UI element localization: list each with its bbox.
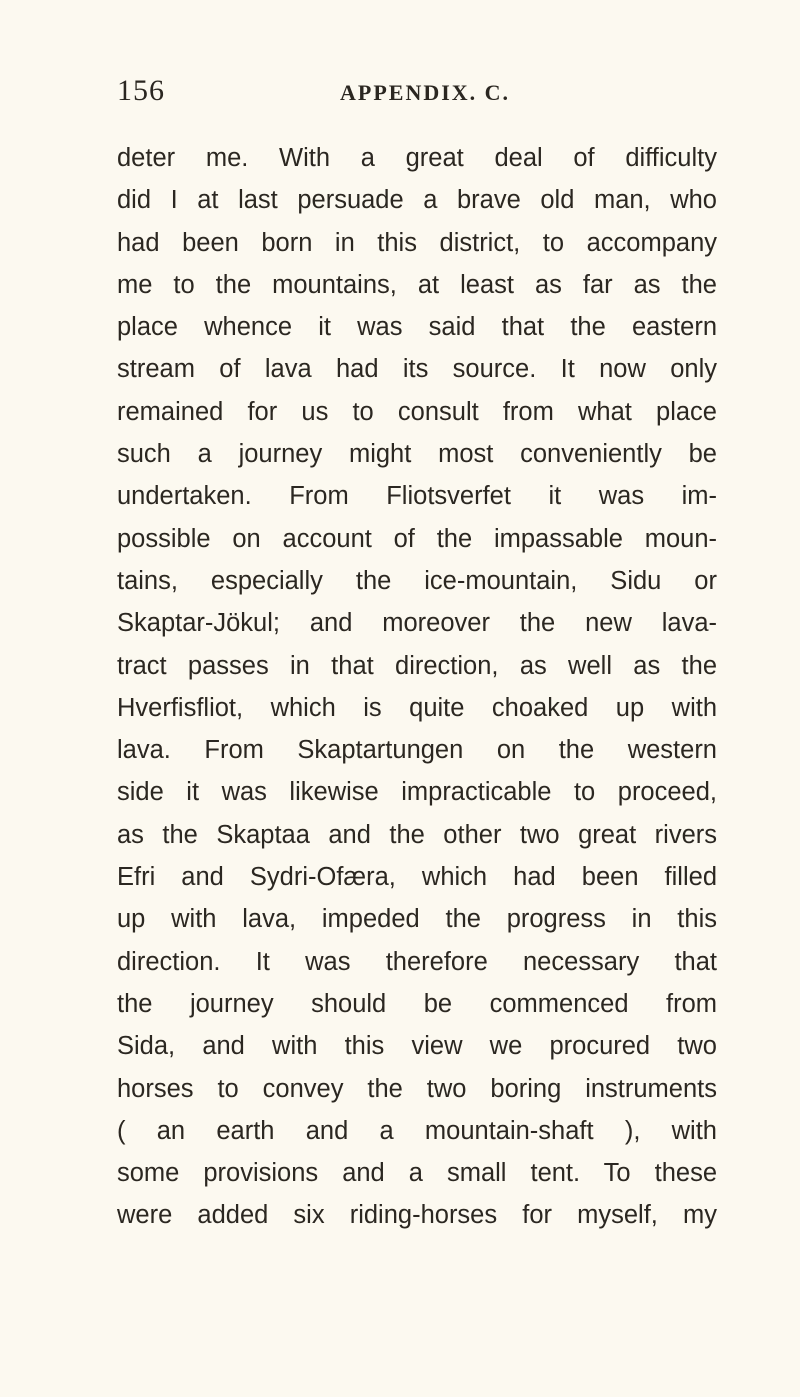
text-line: some provisions and a small tent. To these: [117, 1159, 717, 1188]
text-line: me to the mountains, at least as far as the: [117, 270, 717, 299]
text-line: Hverfisfliot, which is quite choaked up with: [117, 693, 717, 722]
text-line: were added six riding-horses for myself, my: [117, 1201, 717, 1230]
text-line: the journey should be commenced from: [117, 989, 717, 1018]
text-line: possible on account of the impassable moun-: [117, 524, 717, 553]
text-line: as the Skaptaa and the other two great rivers: [117, 820, 717, 849]
body-text: [117, 137, 717, 1237]
text-line: stream of lava had its source. It now only: [117, 355, 717, 384]
page-number: 156: [117, 74, 165, 107]
running-head: APPENDIX. C.: [340, 80, 511, 105]
text-line: such a journey might most conveniently be: [117, 440, 717, 469]
text-line: deter me. With a great deal of difficulty: [117, 144, 717, 172]
text-line: Skaptar-Jökul; and moreover the new lava-: [117, 609, 717, 638]
text-line: horses to convey the two boring instruments: [117, 1074, 717, 1103]
text-line: tract passes in that direction, as well as the: [117, 651, 717, 680]
text-line: did I at last persuade a brave old man, who: [117, 186, 717, 215]
text-line: lava. From Skaptartungen on the western: [117, 736, 717, 765]
text-line: direction. It was therefore necessary that: [117, 947, 717, 976]
page-header: [117, 74, 717, 114]
text-line: place whence it was said that the eastern: [117, 313, 717, 342]
text-line: tains, especially the ice-mountain, Sidu or: [117, 566, 717, 595]
text-line: side it was likewise impracticable to proceed,: [117, 778, 717, 807]
text-line: undertaken. From Fliotsverfet it was im-: [117, 482, 717, 511]
text-line: up with lava, impeded the progress in this: [117, 905, 717, 934]
text-line: Efri and Sydri-Ofæra, which had been filled: [117, 863, 717, 892]
text-line: had been born in this district, to accompany: [117, 228, 717, 257]
text-line: remained for us to consult from what place: [117, 397, 717, 426]
text-line: ( an earth and a mountain-shaft ), with: [117, 1116, 717, 1145]
text-line: Sida, and with this view we procured two: [117, 1032, 717, 1061]
